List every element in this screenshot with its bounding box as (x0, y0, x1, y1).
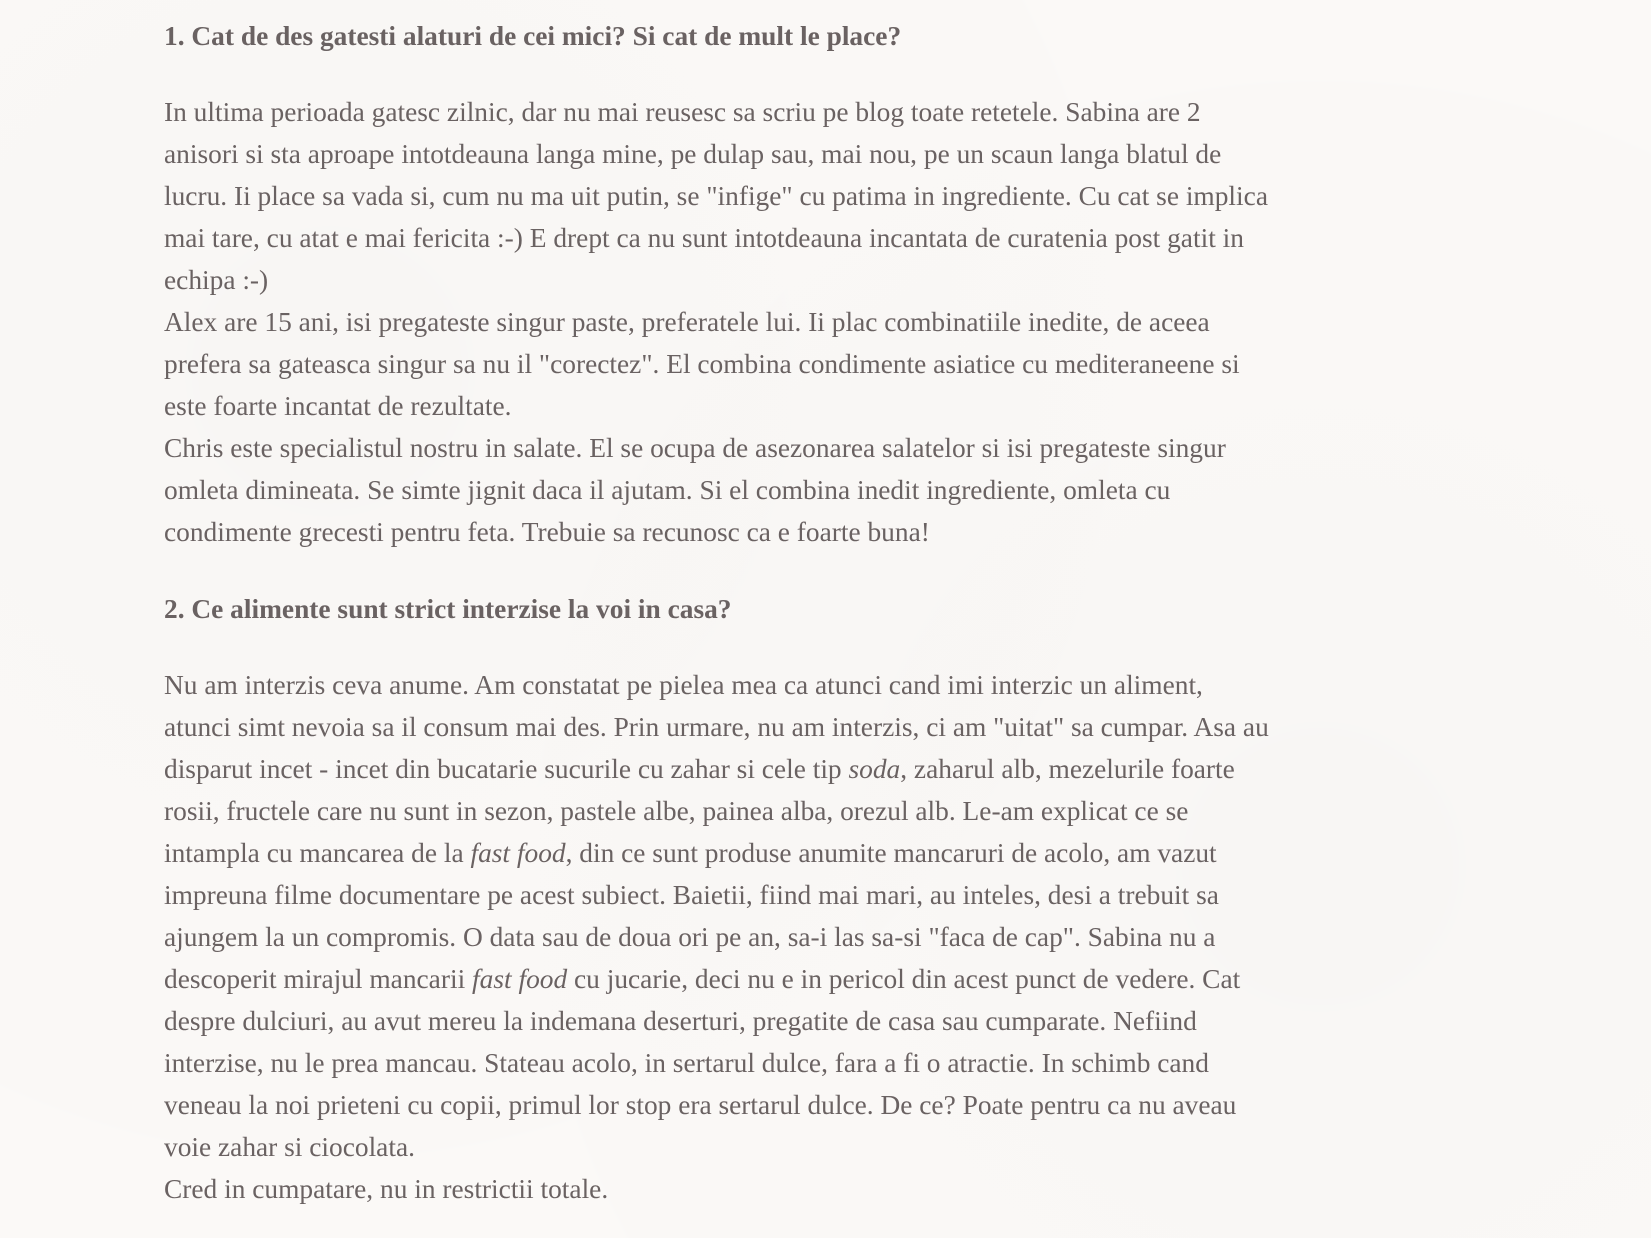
answer-line: impreuna filme documentare pe acest subiect. Baietii, fiind mai mari, au inteles, desi a trebuit sa (164, 880, 1219, 910)
answer-line: rosii, fructele care nu sunt in sezon, pastele albe, painea alba, orezul alb. Le-am explicat ce se (164, 796, 1189, 826)
answer-line: interzise, nu le prea mancau. Stateau acolo, in sertarul dulce, fara a fi o atractie. In schimb cand (164, 1048, 1209, 1078)
answer-line: este foarte incantat de rezultate. (164, 391, 512, 421)
answer-line: Nu am interzis ceva anume. Am constatat pe pielea mea ca atunci cand imi interzic un aliment, (164, 670, 1203, 700)
article-body (164, 15, 1464, 1210)
line-text: cu jucarie, deci nu e in pericol din acest punct de vedere. Cat (567, 964, 1241, 994)
answer-line: omleta dimineata. Se simte jignit daca il ajutam. Si el combina inedit ingrediente, omleta cu (164, 475, 1171, 505)
answer-line: condimente grecesti pentru feta. Trebuie sa recunosc ca e foarte buna! (164, 517, 930, 547)
emphasized-term: fast food (472, 964, 568, 994)
emphasized-term: soda (848, 754, 901, 784)
answer-line: prefera sa gateasca singur sa nu il "corectez". El combina condimente asiatice cu mediteraneene si (164, 349, 1240, 379)
answer-line: mai tare, cu atat e mai fericita :-) E drept ca nu sunt intotdeauna incantata de curatenia post gatit in (164, 223, 1244, 253)
line-text: descoperit mirajul mancarii (164, 964, 473, 994)
emphasized-term: fast food (470, 838, 566, 868)
answer-line-with-emphasis (164, 832, 1464, 874)
answer-line-with-emphasis (164, 748, 1464, 790)
line-text: , zaharul alb, mezelurile foarte (900, 754, 1235, 784)
answer-line: Cred in cumpatare, nu in restrictii totale. (164, 1174, 609, 1204)
line-text: , din ce sunt produse anumite mancaruri de acolo, am vazut (565, 838, 1217, 868)
answer-line: veneau la noi prieteni cu copii, primul lor stop era sertarul dulce. De ce? Poate pentru ca nu aveau (164, 1090, 1237, 1120)
answer-paragraph-1 (164, 91, 1464, 553)
answer-line: Chris este specialistul nostru in salate. El se ocupa de asezonarea salatelor si isi pregateste singur (164, 433, 1226, 463)
section-spacer (164, 553, 1464, 588)
answer-line: voie zahar si ciocolata. (164, 1132, 415, 1162)
answer-line: anisori si sta aproape intotdeauna langa mine, pe dulap sau, mai nou, pe un scaun langa blatul de (164, 139, 1222, 169)
answer-paragraph-2 (164, 664, 1464, 1210)
answer-line: atunci simt nevoia sa il consum mai des. Prin urmare, nu am interzis, ci am "uitat" sa cumpar. Asa au (164, 712, 1269, 742)
question-heading-1: 1. Cat de des gatesti alaturi de cei mici? Si cat de mult le place? (164, 21, 902, 51)
answer-line: lucru. Ii place sa vada si, cum nu ma uit putin, se "infige" cu patima in ingrediente. Cu cat se implica (164, 181, 1268, 211)
line-text: disparut incet - incet din bucatarie sucurile cu zahar si cele tip (164, 754, 849, 784)
answer-line: Alex are 15 ani, isi pregateste singur paste, preferatele lui. Ii plac combinatiile inedite, de aceea (164, 307, 1210, 337)
answer-line-with-emphasis (164, 958, 1464, 1000)
answer-line: In ultima perioada gatesc zilnic, dar nu mai reusesc sa scriu pe blog toate retetele. Sabina are 2 (164, 97, 1201, 127)
answer-line: echipa :-) (164, 265, 269, 295)
line-text: intampla cu mancarea de la (164, 838, 471, 868)
answer-line: despre dulciuri, au avut mereu la indemana deserturi, pregatite de casa sau cumparate. Nefiind (164, 1006, 1197, 1036)
question-heading-2: 2. Ce alimente sunt strict interzise la voi in casa? (164, 594, 732, 624)
answer-line: ajungem la un compromis. O data sau de doua ori pe an, sa-i las sa-si "faca de cap". Sabina nu a (164, 922, 1216, 952)
